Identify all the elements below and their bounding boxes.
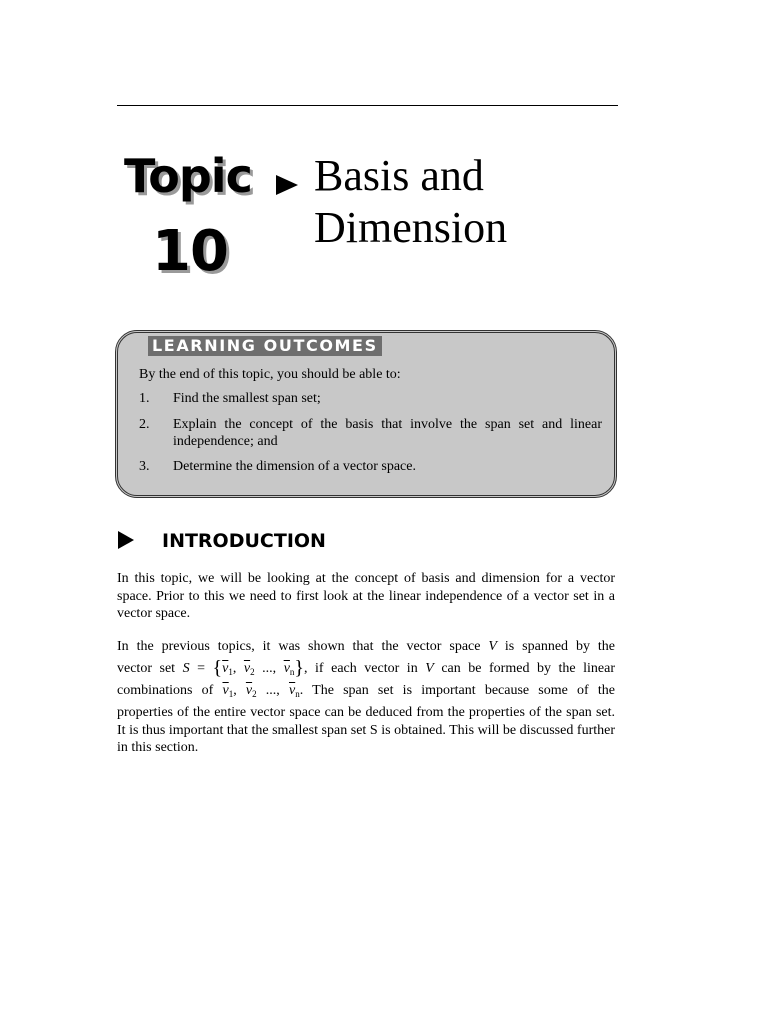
outcome-number: 1. — [139, 391, 150, 406]
intro-p2-line3: combinations of $\overline{v}_1$, $\overline{v}_2$ ..., $\overline{v}_n$. The span set is important because some of the — [117, 683, 616, 699]
play-arrow-icon — [276, 175, 298, 195]
topic-title — [314, 150, 507, 254]
topic-title-line2: Dimension — [314, 203, 508, 252]
outcome-number: 2. — [139, 417, 150, 432]
outcome-text: Find the smallest span set; — [173, 391, 321, 406]
topic-title-line1: Basis and — [314, 151, 484, 200]
outcome-number: 3. — [139, 459, 150, 474]
intro-paragraph-1: In this topic, we will be looking at the concept of basis and dimension for a vector space. Prior to this we need to first look at the linear independence of a vector set in a vector space. — [117, 571, 615, 621]
section-heading: INTRODUCTION — [162, 530, 326, 552]
intro-p2-line1: In the previous topics, it was shown that the vector space V is spanned by the — [117, 639, 615, 654]
learning-outcomes-label: LEARNING OUTCOMES — [148, 336, 382, 356]
outcome-text: Explain the concept of the basis that involve the span set and linear independence; and — [173, 417, 602, 449]
learning-outcomes-intro: By the end of this topic, you should be able to: — [139, 367, 401, 382]
topic-label: Topic — [124, 149, 252, 203]
intro-p2-rest: properties of the entire vector space can be deduced from the properties of the span set. It is thus important that the smallest span set S is obtained. This will be discussed further in this section. — [117, 705, 615, 755]
intro-p2-line2: vector set $S = \{\overline{v}_1$, $\overline{v}_2$ ..., $\overline{v}_n$}, if each vector in V can be formed by the linear — [117, 657, 616, 679]
top-rule — [117, 105, 618, 106]
outcome-text: Determine the dimension of a vector space. — [173, 459, 416, 474]
topic-number: 10 — [152, 219, 228, 284]
play-arrow-icon — [118, 531, 134, 549]
